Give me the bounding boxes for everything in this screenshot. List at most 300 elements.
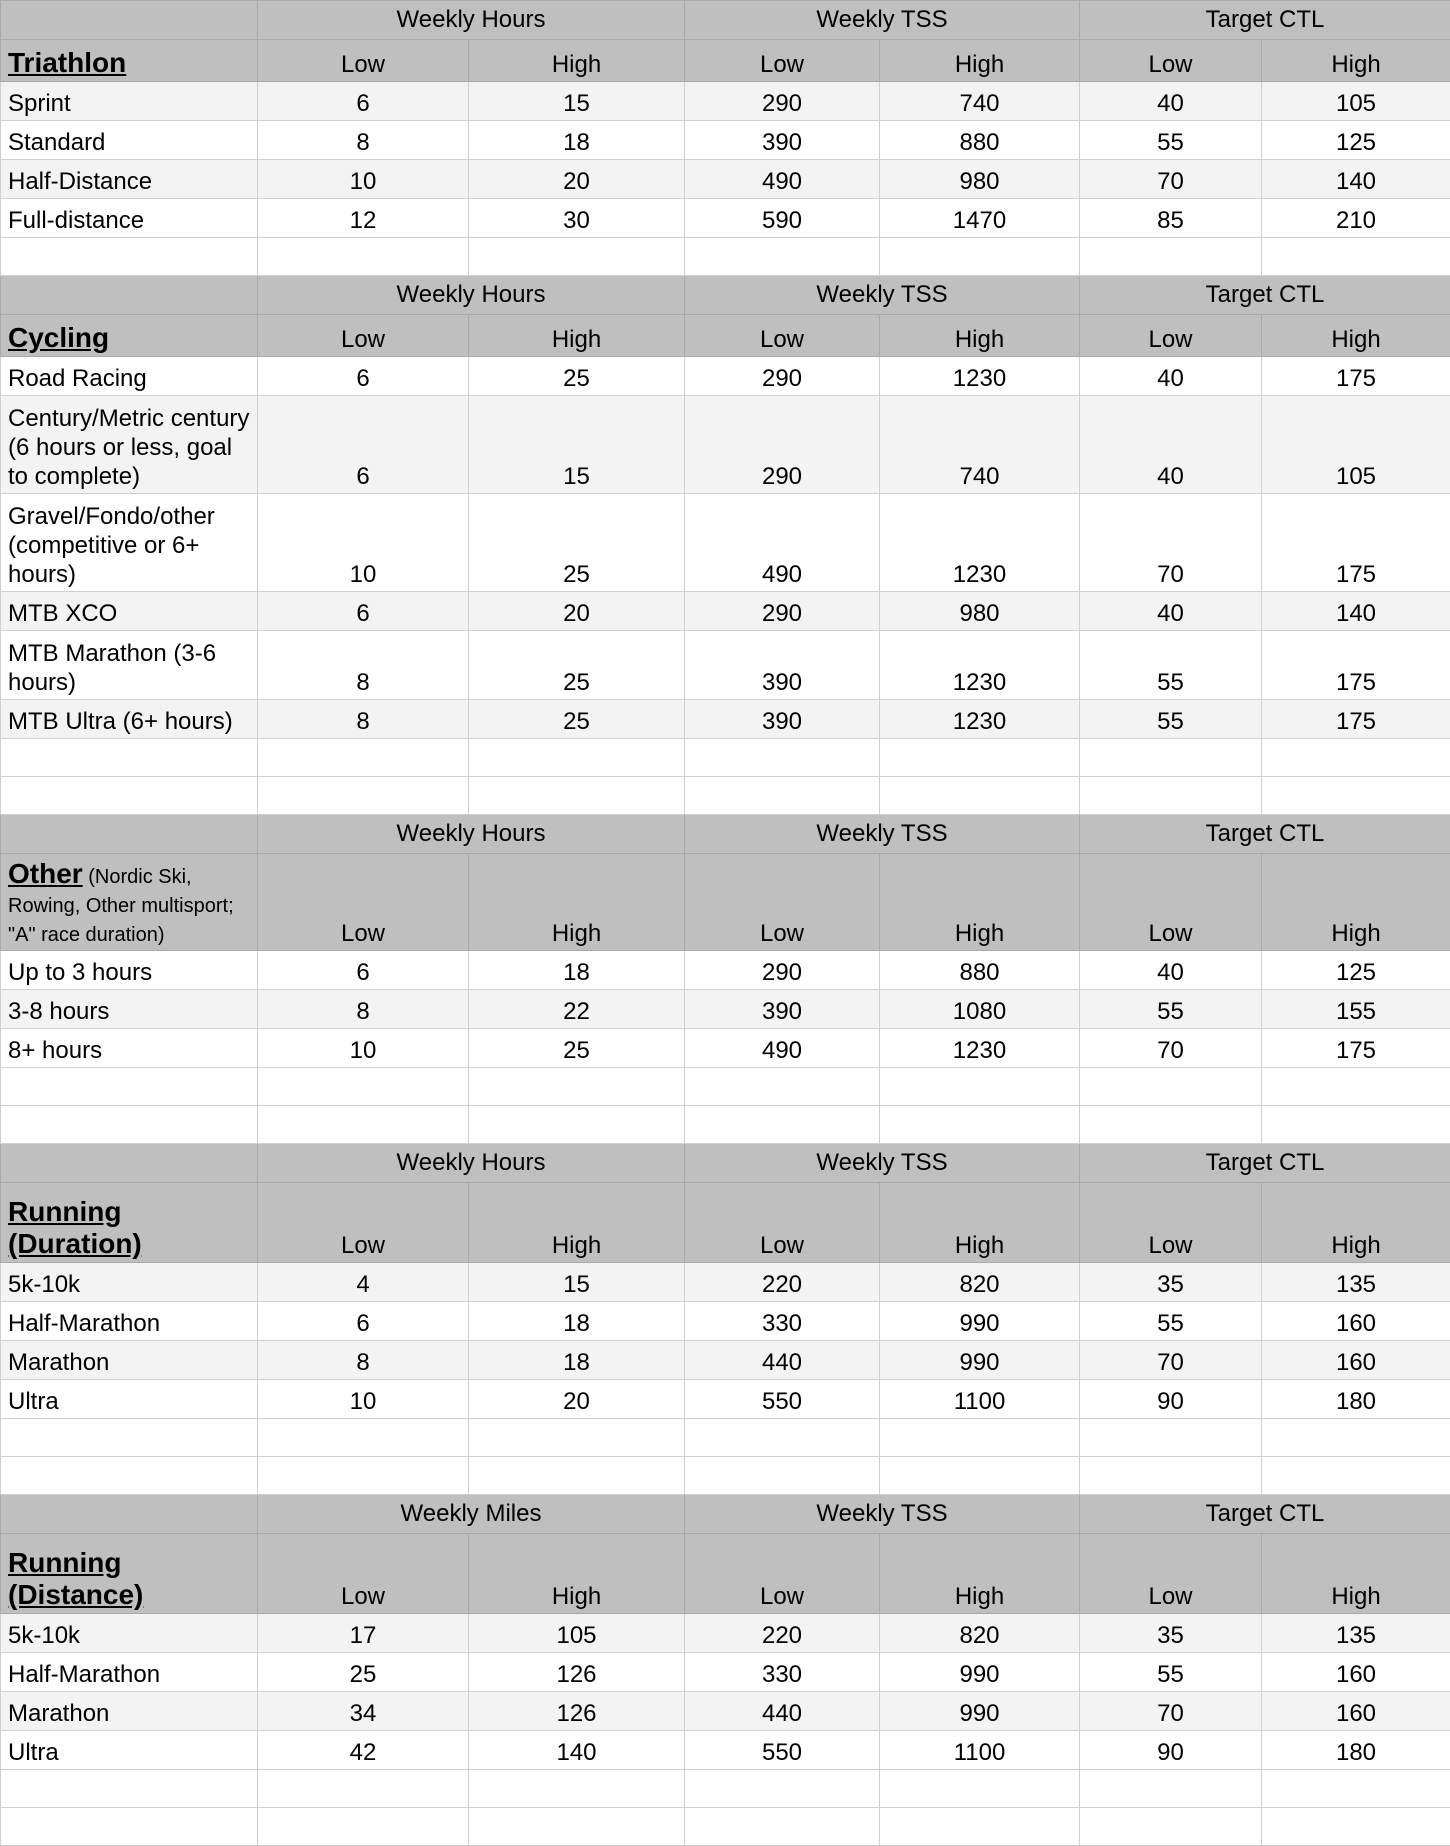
empty-cell[interactable] — [469, 238, 685, 276]
subheader-cell[interactable]: Low — [685, 1183, 880, 1263]
table-row — [1, 1380, 1450, 1419]
value-cell[interactable]: 70 — [1080, 160, 1262, 199]
empty-cell[interactable] — [1262, 238, 1450, 276]
value-cell[interactable]: 125 — [1262, 951, 1450, 990]
value-cell[interactable]: 10 — [258, 1380, 469, 1419]
subheader-cell[interactable]: High — [1262, 1183, 1450, 1263]
value-cell[interactable]: 126 — [469, 1653, 685, 1692]
empty-cell[interactable] — [1, 238, 258, 276]
value-cell[interactable]: 6 — [258, 82, 469, 121]
group-header-cell[interactable]: Weekly Miles — [258, 1495, 685, 1534]
value-cell[interactable]: 160 — [1262, 1341, 1450, 1380]
section-title: Cycling — [8, 322, 109, 353]
value-cell[interactable]: 180 — [1262, 1731, 1450, 1770]
empty-cell[interactable] — [258, 1770, 469, 1808]
value-cell[interactable]: 105 — [469, 1614, 685, 1653]
empty-row — [1, 238, 1450, 276]
value-cell[interactable]: 160 — [1262, 1302, 1450, 1341]
value-cell[interactable]: 390 — [685, 700, 880, 739]
value-cell[interactable]: 440 — [685, 1692, 880, 1731]
value-cell[interactable]: 590 — [685, 199, 880, 238]
value-cell[interactable]: 990 — [880, 1341, 1080, 1380]
value-cell[interactable]: 290 — [685, 357, 880, 396]
section-group-header — [1, 276, 1450, 315]
section-subheader — [1, 1534, 1450, 1614]
value-cell[interactable]: 1230 — [880, 1029, 1080, 1068]
value-cell[interactable]: 390 — [685, 121, 880, 160]
empty-cell[interactable] — [1262, 1770, 1450, 1808]
empty-cell[interactable] — [1, 1770, 258, 1808]
group-header-cell[interactable]: Weekly TSS — [685, 1495, 1080, 1534]
value-cell[interactable]: 1080 — [880, 990, 1080, 1029]
value-cell[interactable]: 740 — [880, 396, 1080, 494]
empty-cell[interactable] — [1262, 1457, 1450, 1495]
table-row — [1, 1263, 1450, 1302]
empty-cell[interactable] — [685, 1808, 880, 1846]
row-label-cell[interactable]: Ultra — [1, 1731, 258, 1770]
row-label-cell[interactable]: Ultra — [1, 1380, 258, 1419]
value-cell[interactable]: 10 — [258, 494, 469, 592]
row-label-cell[interactable]: Gravel/Fondo/other (competitive or 6+ hours) — [1, 494, 258, 592]
empty-cell[interactable] — [1080, 1106, 1262, 1144]
value-cell[interactable]: 8 — [258, 121, 469, 160]
subheader-cell[interactable]: High — [469, 315, 685, 357]
subheader-cell[interactable]: Low — [685, 40, 880, 82]
value-cell[interactable]: 175 — [1262, 1029, 1450, 1068]
subheader-cell[interactable]: Low — [1080, 1534, 1262, 1614]
value-cell[interactable]: 290 — [685, 82, 880, 121]
value-cell[interactable]: 25 — [469, 700, 685, 739]
subheader-cell[interactable]: High — [880, 315, 1080, 357]
value-cell[interactable]: 25 — [258, 1653, 469, 1692]
subheader-cell[interactable]: High — [469, 854, 685, 951]
group-header-cell[interactable]: Weekly TSS — [685, 276, 1080, 315]
table-row — [1, 700, 1450, 739]
value-cell[interactable]: 210 — [1262, 199, 1450, 238]
group-header-cell[interactable]: Target CTL — [1080, 1495, 1450, 1534]
corner-cell[interactable] — [1, 1144, 258, 1183]
section-title-cell[interactable] — [1, 315, 258, 357]
value-cell[interactable]: 990 — [880, 1302, 1080, 1341]
value-cell[interactable]: 440 — [685, 1341, 880, 1380]
value-cell[interactable]: 880 — [880, 951, 1080, 990]
empty-row — [1, 1106, 1450, 1144]
value-cell[interactable]: 126 — [469, 1692, 685, 1731]
group-header-cell[interactable]: Target CTL — [1080, 1, 1450, 40]
empty-cell[interactable] — [880, 739, 1080, 777]
group-header-cell[interactable]: Target CTL — [1080, 815, 1450, 854]
subheader-cell[interactable]: Low — [258, 40, 469, 82]
subheader-cell[interactable]: High — [880, 40, 1080, 82]
table-row — [1, 82, 1450, 121]
value-cell[interactable]: 35 — [1080, 1263, 1262, 1302]
value-cell[interactable]: 55 — [1080, 700, 1262, 739]
empty-cell[interactable] — [469, 739, 685, 777]
section-title: Running (Distance) — [8, 1547, 143, 1610]
empty-cell[interactable] — [1, 1419, 258, 1457]
empty-cell[interactable] — [1080, 1770, 1262, 1808]
subheader-cell[interactable]: Low — [685, 315, 880, 357]
empty-row — [1, 777, 1450, 815]
group-header-cell[interactable]: Weekly Hours — [258, 815, 685, 854]
empty-cell[interactable] — [880, 1106, 1080, 1144]
value-cell[interactable]: 55 — [1080, 990, 1262, 1029]
row-label-cell[interactable]: MTB XCO — [1, 592, 258, 631]
value-cell[interactable]: 8 — [258, 700, 469, 739]
subheader-cell[interactable]: Low — [1080, 315, 1262, 357]
value-cell[interactable]: 40 — [1080, 951, 1262, 990]
value-cell[interactable]: 20 — [469, 592, 685, 631]
value-cell[interactable]: 8 — [258, 631, 469, 700]
row-label-cell[interactable]: Road Racing — [1, 357, 258, 396]
table-row — [1, 990, 1450, 1029]
table-row — [1, 1614, 1450, 1653]
subheader-cell[interactable]: High — [1262, 315, 1450, 357]
value-cell[interactable]: 490 — [685, 160, 880, 199]
empty-cell[interactable] — [1080, 777, 1262, 815]
value-cell[interactable]: 42 — [258, 1731, 469, 1770]
group-header-cell[interactable]: Weekly TSS — [685, 1144, 1080, 1183]
section-group-header — [1, 1495, 1450, 1534]
value-cell[interactable]: 125 — [1262, 121, 1450, 160]
empty-cell[interactable] — [1, 1457, 258, 1495]
row-label-cell[interactable]: 3-8 hours — [1, 990, 258, 1029]
empty-cell[interactable] — [469, 1419, 685, 1457]
value-cell[interactable]: 140 — [1262, 160, 1450, 199]
value-cell[interactable]: 160 — [1262, 1692, 1450, 1731]
subheader-cell[interactable]: Low — [685, 854, 880, 951]
value-cell[interactable]: 140 — [1262, 592, 1450, 631]
empty-cell[interactable] — [880, 1457, 1080, 1495]
empty-cell[interactable] — [469, 1808, 685, 1846]
empty-cell[interactable] — [1262, 1808, 1450, 1846]
section-title: Triathlon — [8, 47, 126, 78]
empty-cell[interactable] — [1, 1068, 258, 1106]
empty-cell[interactable] — [685, 1770, 880, 1808]
empty-cell[interactable] — [1262, 1106, 1450, 1144]
value-cell[interactable]: 990 — [880, 1653, 1080, 1692]
subheader-cell[interactable]: High — [880, 854, 1080, 951]
table-row — [1, 592, 1450, 631]
subheader-cell[interactable]: Low — [258, 1183, 469, 1263]
empty-cell[interactable] — [1080, 1419, 1262, 1457]
group-header-cell[interactable]: Target CTL — [1080, 276, 1450, 315]
section-note: (Nordic Ski, Rowing, Other multisport; "A" race duration) — [8, 866, 234, 946]
empty-cell[interactable] — [258, 1106, 469, 1144]
value-cell[interactable]: 70 — [1080, 1692, 1262, 1731]
empty-cell[interactable] — [1, 739, 258, 777]
value-cell[interactable]: 160 — [1262, 1653, 1450, 1692]
value-cell[interactable]: 1230 — [880, 357, 1080, 396]
table-row — [1, 1653, 1450, 1692]
value-cell[interactable]: 6 — [258, 396, 469, 494]
empty-cell[interactable] — [1080, 1068, 1262, 1106]
empty-cell[interactable] — [880, 238, 1080, 276]
value-cell[interactable]: 70 — [1080, 1341, 1262, 1380]
subheader-cell[interactable]: Low — [1080, 1183, 1262, 1263]
value-cell[interactable]: 330 — [685, 1302, 880, 1341]
subheader-cell[interactable]: Low — [258, 854, 469, 951]
value-cell[interactable]: 15 — [469, 1263, 685, 1302]
value-cell[interactable]: 550 — [685, 1731, 880, 1770]
value-cell[interactable]: 820 — [880, 1263, 1080, 1302]
value-cell[interactable]: 740 — [880, 82, 1080, 121]
row-label-cell[interactable]: Marathon — [1, 1692, 258, 1731]
value-cell[interactable]: 20 — [469, 160, 685, 199]
value-cell[interactable]: 25 — [469, 1029, 685, 1068]
empty-cell[interactable] — [685, 1419, 880, 1457]
value-cell[interactable]: 35 — [1080, 1614, 1262, 1653]
empty-cell[interactable] — [685, 1068, 880, 1106]
empty-cell[interactable] — [469, 1770, 685, 1808]
row-label-cell[interactable]: Half-Marathon — [1, 1302, 258, 1341]
row-label-cell[interactable]: 8+ hours — [1, 1029, 258, 1068]
corner-cell[interactable] — [1, 815, 258, 854]
empty-row — [1, 1457, 1450, 1495]
empty-cell[interactable] — [258, 1457, 469, 1495]
subheader-cell[interactable]: Low — [1080, 854, 1262, 951]
value-cell[interactable]: 290 — [685, 592, 880, 631]
value-cell[interactable]: 6 — [258, 357, 469, 396]
empty-cell[interactable] — [880, 777, 1080, 815]
section-group-header — [1, 1, 1450, 40]
value-cell[interactable]: 25 — [469, 631, 685, 700]
table-row — [1, 121, 1450, 160]
empty-cell[interactable] — [1262, 739, 1450, 777]
row-label-cell[interactable]: Marathon — [1, 1341, 258, 1380]
value-cell[interactable]: 550 — [685, 1380, 880, 1419]
value-cell[interactable]: 330 — [685, 1653, 880, 1692]
empty-row — [1, 1419, 1450, 1457]
value-cell[interactable]: 490 — [685, 1029, 880, 1068]
row-label-cell[interactable]: Sprint — [1, 82, 258, 121]
row-label-cell[interactable]: Standard — [1, 121, 258, 160]
value-cell[interactable]: 8 — [258, 990, 469, 1029]
value-cell[interactable]: 55 — [1080, 1302, 1262, 1341]
empty-cell[interactable] — [1080, 1808, 1262, 1846]
value-cell[interactable]: 1100 — [880, 1380, 1080, 1419]
empty-cell[interactable] — [685, 1106, 880, 1144]
value-cell[interactable]: 90 — [1080, 1731, 1262, 1770]
value-cell[interactable]: 175 — [1262, 700, 1450, 739]
value-cell[interactable]: 70 — [1080, 1029, 1262, 1068]
value-cell[interactable]: 1100 — [880, 1731, 1080, 1770]
empty-cell[interactable] — [1080, 238, 1262, 276]
value-cell[interactable]: 990 — [880, 1692, 1080, 1731]
empty-cell[interactable] — [258, 1808, 469, 1846]
empty-cell[interactable] — [880, 1419, 1080, 1457]
value-cell[interactable]: 220 — [685, 1614, 880, 1653]
value-cell[interactable]: 55 — [1080, 631, 1262, 700]
empty-cell[interactable] — [1262, 1068, 1450, 1106]
empty-cell[interactable] — [258, 739, 469, 777]
empty-cell[interactable] — [880, 1770, 1080, 1808]
empty-cell[interactable] — [685, 1457, 880, 1495]
empty-cell[interactable] — [258, 1419, 469, 1457]
value-cell[interactable]: 980 — [880, 592, 1080, 631]
value-cell[interactable]: 18 — [469, 121, 685, 160]
subheader-cell[interactable]: High — [880, 1183, 1080, 1263]
row-label-cell[interactable]: Century/Metric century (6 hours or less, goal to complete) — [1, 396, 258, 494]
empty-cell[interactable] — [1262, 1419, 1450, 1457]
value-cell[interactable]: 105 — [1262, 396, 1450, 494]
value-cell[interactable]: 175 — [1262, 357, 1450, 396]
value-cell[interactable]: 85 — [1080, 199, 1262, 238]
empty-cell[interactable] — [685, 739, 880, 777]
group-header-cell[interactable]: Weekly TSS — [685, 815, 1080, 854]
empty-cell[interactable] — [469, 1457, 685, 1495]
value-cell[interactable]: 8 — [258, 1341, 469, 1380]
value-cell[interactable]: 15 — [469, 82, 685, 121]
value-cell[interactable]: 390 — [685, 631, 880, 700]
value-cell[interactable]: 55 — [1080, 121, 1262, 160]
value-cell[interactable]: 820 — [880, 1614, 1080, 1653]
empty-cell[interactable] — [1080, 1457, 1262, 1495]
value-cell[interactable]: 140 — [469, 1731, 685, 1770]
value-cell[interactable]: 12 — [258, 199, 469, 238]
value-cell[interactable]: 105 — [1262, 82, 1450, 121]
value-cell[interactable]: 135 — [1262, 1614, 1450, 1653]
group-header-cell[interactable]: Weekly TSS — [685, 1, 1080, 40]
value-cell[interactable]: 390 — [685, 990, 880, 1029]
subheader-cell[interactable]: High — [469, 1534, 685, 1614]
subheader-cell[interactable]: Low — [1080, 40, 1262, 82]
corner-cell[interactable] — [1, 1495, 258, 1534]
empty-cell[interactable] — [258, 777, 469, 815]
row-label-cell[interactable]: Half-Distance — [1, 160, 258, 199]
corner-cell[interactable] — [1, 276, 258, 315]
value-cell[interactable]: 155 — [1262, 990, 1450, 1029]
value-cell[interactable]: 17 — [258, 1614, 469, 1653]
value-cell[interactable]: 18 — [469, 1302, 685, 1341]
value-cell[interactable]: 15 — [469, 396, 685, 494]
section-title-cell[interactable] — [1, 1534, 258, 1614]
subheader-cell[interactable]: Low — [685, 1534, 880, 1614]
section-subheader — [1, 315, 1450, 357]
empty-cell[interactable] — [258, 238, 469, 276]
value-cell[interactable]: 175 — [1262, 631, 1450, 700]
value-cell[interactable]: 180 — [1262, 1380, 1450, 1419]
value-cell[interactable]: 30 — [469, 199, 685, 238]
section-title-cell[interactable] — [1, 854, 258, 951]
value-cell[interactable]: 290 — [685, 951, 880, 990]
value-cell[interactable]: 290 — [685, 396, 880, 494]
value-cell[interactable]: 980 — [880, 160, 1080, 199]
row-label-cell[interactable]: 5k-10k — [1, 1614, 258, 1653]
empty-cell[interactable] — [880, 1068, 1080, 1106]
value-cell[interactable]: 40 — [1080, 592, 1262, 631]
value-cell[interactable]: 1470 — [880, 199, 1080, 238]
row-label-cell[interactable]: 5k-10k — [1, 1263, 258, 1302]
group-header-cell[interactable]: Weekly Hours — [258, 1144, 685, 1183]
subheader-cell[interactable]: High — [1262, 1534, 1450, 1614]
empty-cell[interactable] — [258, 1068, 469, 1106]
value-cell[interactable]: 40 — [1080, 82, 1262, 121]
corner-cell[interactable] — [1, 1, 258, 40]
value-cell[interactable]: 18 — [469, 951, 685, 990]
empty-cell[interactable] — [1080, 739, 1262, 777]
group-header-cell[interactable]: Target CTL — [1080, 1144, 1450, 1183]
value-cell[interactable]: 55 — [1080, 1653, 1262, 1692]
subheader-cell[interactable]: Low — [258, 315, 469, 357]
empty-cell[interactable] — [1, 777, 258, 815]
value-cell[interactable]: 1230 — [880, 700, 1080, 739]
empty-cell[interactable] — [880, 1808, 1080, 1846]
subheader-cell[interactable]: High — [880, 1534, 1080, 1614]
subheader-cell[interactable]: High — [1262, 854, 1450, 951]
value-cell[interactable]: 18 — [469, 1341, 685, 1380]
section-title-cell[interactable] — [1, 1183, 258, 1263]
value-cell[interactable]: 135 — [1262, 1263, 1450, 1302]
value-cell[interactable]: 40 — [1080, 357, 1262, 396]
value-cell[interactable]: 490 — [685, 494, 880, 592]
table-row — [1, 1341, 1450, 1380]
empty-cell[interactable] — [1, 1808, 258, 1846]
value-cell[interactable]: 1230 — [880, 494, 1080, 592]
value-cell[interactable]: 175 — [1262, 494, 1450, 592]
empty-cell[interactable] — [1262, 777, 1450, 815]
subheader-cell[interactable]: Low — [258, 1534, 469, 1614]
table-row — [1, 396, 1450, 494]
value-cell[interactable]: 6 — [258, 592, 469, 631]
empty-row — [1, 1068, 1450, 1106]
value-cell[interactable]: 90 — [1080, 1380, 1262, 1419]
value-cell[interactable]: 40 — [1080, 396, 1262, 494]
empty-cell[interactable] — [1, 1106, 258, 1144]
empty-cell[interactable] — [685, 777, 880, 815]
value-cell[interactable]: 10 — [258, 1029, 469, 1068]
row-label-cell[interactable]: Half-Marathon — [1, 1653, 258, 1692]
group-header-cell[interactable]: Weekly Hours — [258, 1, 685, 40]
empty-cell[interactable] — [469, 1068, 685, 1106]
empty-row — [1, 1770, 1450, 1808]
value-cell[interactable]: 4 — [258, 1263, 469, 1302]
row-label-cell[interactable]: Full-distance — [1, 199, 258, 238]
subheader-cell[interactable]: High — [469, 1183, 685, 1263]
empty-cell[interactable] — [469, 1106, 685, 1144]
table-row — [1, 494, 1450, 592]
table-row — [1, 1692, 1450, 1731]
value-cell[interactable]: 6 — [258, 951, 469, 990]
table-row — [1, 357, 1450, 396]
empty-cell[interactable] — [469, 777, 685, 815]
value-cell[interactable]: 1230 — [880, 631, 1080, 700]
value-cell[interactable]: 6 — [258, 1302, 469, 1341]
value-cell[interactable]: 34 — [258, 1692, 469, 1731]
section-title-cell[interactable] — [1, 40, 258, 82]
value-cell[interactable]: 25 — [469, 494, 685, 592]
section-group-header — [1, 1144, 1450, 1183]
value-cell[interactable]: 25 — [469, 357, 685, 396]
value-cell[interactable]: 880 — [880, 121, 1080, 160]
table-row — [1, 199, 1450, 238]
value-cell[interactable]: 220 — [685, 1263, 880, 1302]
value-cell[interactable]: 70 — [1080, 494, 1262, 592]
row-label-cell[interactable]: Up to 3 hours — [1, 951, 258, 990]
subheader-cell[interactable]: High — [469, 40, 685, 82]
empty-cell[interactable] — [685, 238, 880, 276]
group-header-cell[interactable]: Weekly Hours — [258, 276, 685, 315]
empty-row — [1, 739, 1450, 777]
row-label-cell[interactable]: MTB Ultra (6+ hours) — [1, 700, 258, 739]
row-label-cell[interactable]: MTB Marathon (3-6 hours) — [1, 631, 258, 700]
value-cell[interactable]: 20 — [469, 1380, 685, 1419]
table-row — [1, 631, 1450, 700]
section-subheader — [1, 1183, 1450, 1263]
subheader-cell[interactable]: High — [1262, 40, 1450, 82]
value-cell[interactable]: 22 — [469, 990, 685, 1029]
value-cell[interactable]: 10 — [258, 160, 469, 199]
